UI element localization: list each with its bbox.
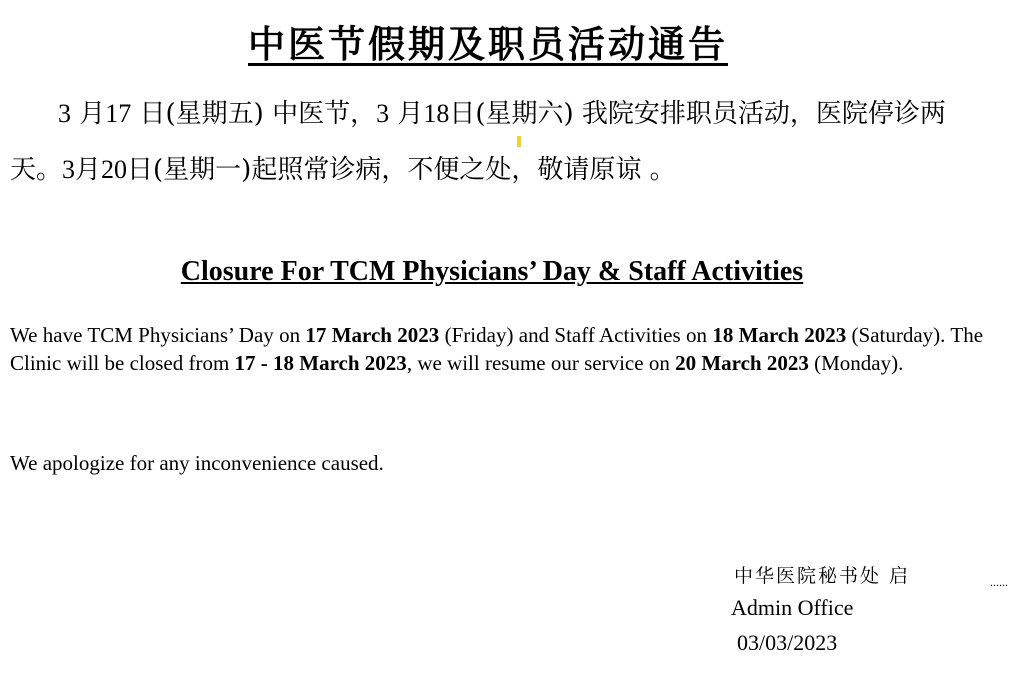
- signature-date: 03/03/2023: [737, 630, 838, 655]
- en-body-bold-date: 20 March 2023: [675, 351, 809, 375]
- signature-dots: ......: [990, 575, 1008, 589]
- zh-body-part: 日(星期一)起照常诊病，不便之处，敬请原谅 。: [127, 155, 676, 185]
- zh-body-part: 月: [389, 99, 424, 129]
- zh-body-part: 3: [58, 99, 71, 128]
- zh-body-part: 17: [105, 99, 132, 128]
- zh-body-part: 月: [75, 155, 102, 185]
- en-body-text: (Saturday). The Clinic will be closed from: [10, 323, 984, 375]
- chinese-title: 中医节假期及职员活动通告: [248, 22, 728, 66]
- zh-body-part: 20: [101, 155, 128, 184]
- zh-body-part: 3: [376, 99, 390, 128]
- en-body-bold-date: 17 March 2023: [305, 323, 440, 347]
- zh-body-part: 3: [62, 155, 76, 184]
- text-cursor-marker: [517, 136, 521, 147]
- apology-text: We apologize for any inconvenience caused.: [10, 451, 384, 475]
- english-title: Closure For TCM Physicians’ Day & Staff Activities: [180, 256, 804, 287]
- en-body-text: We have TCM Physicians’ Day on: [10, 323, 306, 347]
- en-body-bold-date: 17 - 18 March 2023: [234, 351, 407, 375]
- chinese-signature: 中华医院秘书处 启: [734, 565, 911, 587]
- zh-body-part: 日(星期五) 中医节，: [131, 99, 377, 129]
- zh-body-part: 18: [423, 99, 450, 128]
- zh-body-part: 日(星期六) 我院安排职员活动，医院停诊两天。: [10, 99, 946, 185]
- en-body-text: (Friday) and Staff Activities on: [439, 323, 713, 347]
- signature-office: Admin Office: [731, 595, 854, 620]
- en-body-text: , we will resume our service on: [406, 351, 676, 375]
- zh-body-part: 月: [71, 99, 106, 129]
- chinese-body: [10, 86, 980, 198]
- english-body: [10, 321, 983, 377]
- en-body-bold-date: 18 March 2023: [712, 323, 847, 347]
- en-body-text: (Monday).: [808, 351, 904, 375]
